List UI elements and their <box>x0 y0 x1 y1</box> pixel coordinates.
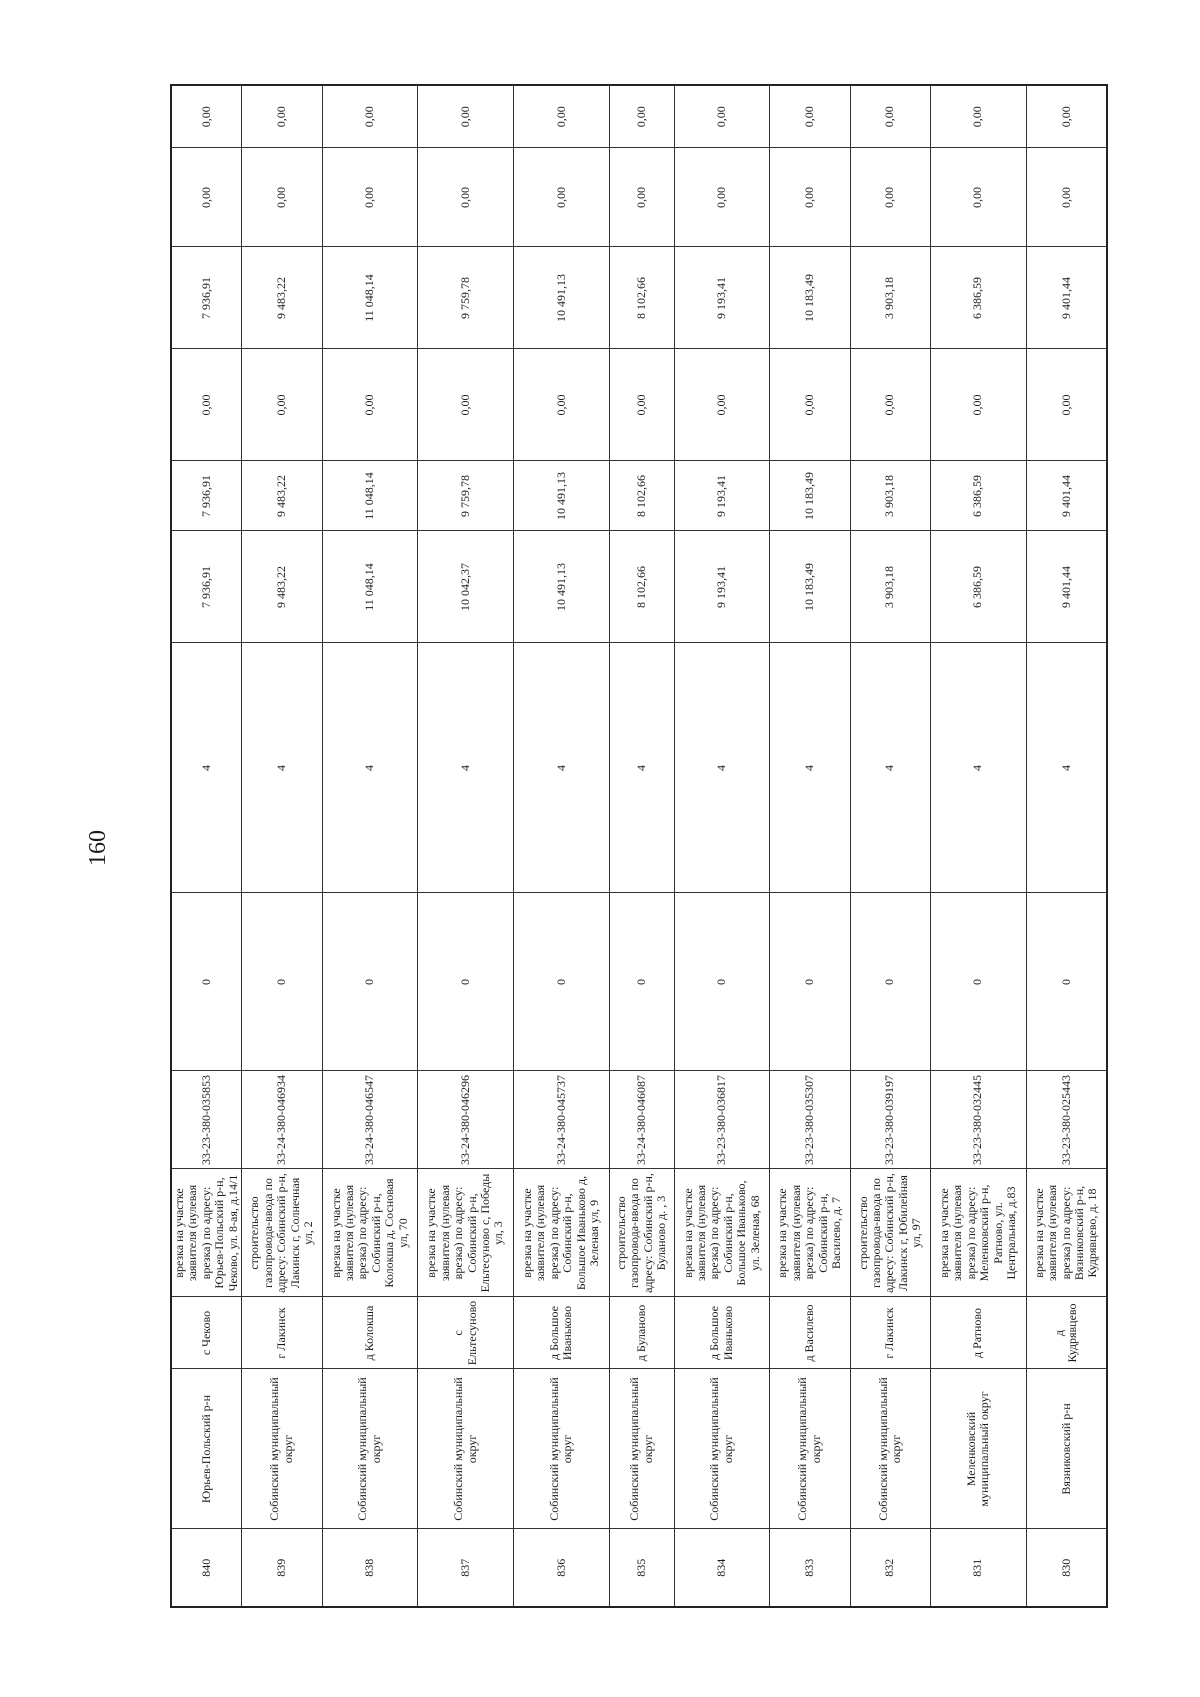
amount-cell-3: 0,00 <box>674 349 770 461</box>
amount-cell-5: 0,00 <box>171 148 242 247</box>
amount-cell-3: 0,00 <box>850 349 930 461</box>
district-cell: Собинский муниципальный округ <box>674 1369 770 1529</box>
amount-cell-4: 10 491,13 <box>513 247 609 349</box>
value-cell-c5: 0 <box>850 893 930 1071</box>
amount-cell-1: 10 042,37 <box>418 531 514 643</box>
row-number-cell: 835 <box>609 1529 674 1607</box>
application-number-cell: 33-23-380-025443 <box>1026 1071 1107 1169</box>
table-row <box>674 85 770 1607</box>
table-row <box>242 85 322 1607</box>
table-row <box>418 85 514 1607</box>
work-description-cell: врезка на участке заявителя (нулевая врезка) по адресу: Вязниковский р-н, Кудрявцево, д. 18 <box>1026 1169 1107 1297</box>
amount-cell-4: 10 183,49 <box>770 247 850 349</box>
amount-cell-4: 9 193,41 <box>674 247 770 349</box>
amount-cell-3: 0,00 <box>513 349 609 461</box>
amount-cell-5: 0,00 <box>1026 148 1107 247</box>
table-row <box>850 85 930 1607</box>
locality-cell: д Большое Иваньково <box>513 1297 609 1369</box>
amount-cell-3: 0,00 <box>1026 349 1107 461</box>
value-cell-c6: 4 <box>770 643 850 893</box>
amount-cell-4: 11 048,14 <box>322 247 418 349</box>
amount-cell-6: 0,00 <box>770 85 850 148</box>
value-cell-c6: 4 <box>171 643 242 893</box>
work-description-cell: врезка на участке заявителя (нулевая врезка) по адресу: Собинский р-н, Большое Иваньково, ул. Зеленая, 68 <box>674 1169 770 1297</box>
value-cell-c6: 4 <box>609 643 674 893</box>
amount-cell-4: 8 102,66 <box>609 247 674 349</box>
row-number-cell: 830 <box>1026 1529 1107 1607</box>
work-description-cell: врезка на участке заявителя (нулевая врезка) по адресу: Собинский р-н, Василево, д. 7 <box>770 1169 850 1297</box>
locality-cell: д Кудрявцево <box>1026 1297 1107 1369</box>
application-number-cell: 33-24-380-046547 <box>322 1071 418 1169</box>
amount-cell-2: 11 048,14 <box>322 461 418 531</box>
row-number-cell: 837 <box>418 1529 514 1607</box>
district-cell: Собинский муниципальный округ <box>609 1369 674 1529</box>
amount-cell-1: 9 483,22 <box>242 531 322 643</box>
work-description-cell: врезка на участке заявителя (нулевая врезка) по адресу: Меленковский р-н, Ратново, ул. Центральная, д.83 <box>930 1169 1026 1297</box>
application-number-cell: 33-23-380-035307 <box>770 1071 850 1169</box>
amount-cell-6: 0,00 <box>171 85 242 148</box>
amount-cell-4: 3 903,18 <box>850 247 930 349</box>
value-cell-c6: 4 <box>322 643 418 893</box>
amount-cell-2: 9 759,78 <box>418 461 514 531</box>
amount-cell-5: 0,00 <box>770 148 850 247</box>
value-cell-c6: 4 <box>930 643 1026 893</box>
amount-cell-5: 0,00 <box>930 148 1026 247</box>
district-cell: Собинский муниципальный округ <box>322 1369 418 1529</box>
value-cell-c6: 4 <box>418 643 514 893</box>
locality-cell: с Чеково <box>171 1297 242 1369</box>
work-description-cell: строительство газопровода-ввода по адресу: Собинский р-н, Буланово д. , 3 <box>609 1169 674 1297</box>
amount-cell-3: 0,00 <box>770 349 850 461</box>
row-number-cell: 832 <box>850 1529 930 1607</box>
amount-cell-6: 0,00 <box>1026 85 1107 148</box>
amount-cell-1: 6 386,59 <box>930 531 1026 643</box>
work-description-cell: врезка на участке заявителя (нулевая врезка) по адресу: Собинский р-н, Колокша д, Сосновая ул, 70 <box>322 1169 418 1297</box>
application-number-cell: 33-23-380-039197 <box>850 1071 930 1169</box>
table-row <box>513 85 609 1607</box>
table-row <box>322 85 418 1607</box>
value-cell-c6: 4 <box>513 643 609 893</box>
value-cell-c5: 0 <box>674 893 770 1071</box>
row-number-cell: 831 <box>930 1529 1026 1607</box>
district-cell: Собинский муниципальный округ <box>770 1369 850 1529</box>
amount-cell-1: 11 048,14 <box>322 531 418 643</box>
amount-cell-1: 8 102,66 <box>609 531 674 643</box>
amount-cell-6: 0,00 <box>609 85 674 148</box>
amount-cell-4: 9 483,22 <box>242 247 322 349</box>
amount-cell-6: 0,00 <box>850 85 930 148</box>
locality-cell: д Ратново <box>930 1297 1026 1369</box>
amount-cell-3: 0,00 <box>930 349 1026 461</box>
amount-cell-3: 0,00 <box>609 349 674 461</box>
application-number-cell: 33-23-380-032445 <box>930 1071 1026 1169</box>
amount-cell-2: 6 386,59 <box>930 461 1026 531</box>
amount-cell-5: 0,00 <box>674 148 770 247</box>
locality-cell: д Василево <box>770 1297 850 1369</box>
amount-cell-2: 10 183,49 <box>770 461 850 531</box>
amount-cell-2: 9 401,44 <box>1026 461 1107 531</box>
locality-cell: с Ельтесуново <box>418 1297 514 1369</box>
row-number-cell: 838 <box>322 1529 418 1607</box>
amount-cell-5: 0,00 <box>513 148 609 247</box>
district-cell: Собинский муниципальный округ <box>418 1369 514 1529</box>
register-table <box>170 84 1108 1608</box>
table-row <box>930 85 1026 1607</box>
amount-cell-2: 8 102,66 <box>609 461 674 531</box>
amount-cell-1: 9 193,41 <box>674 531 770 643</box>
work-description-cell: врезка на участке заявителя (нулевая врезка) по адресу: Юрьев-Польский р-н, Чеково, ул. 8-ая, д.14/1 <box>171 1169 242 1297</box>
value-cell-c5: 0 <box>513 893 609 1071</box>
locality-cell: д Большое Иваньково <box>674 1297 770 1369</box>
amount-cell-5: 0,00 <box>850 148 930 247</box>
application-number-cell: 33-24-380-046296 <box>418 1071 514 1169</box>
amount-cell-1: 10 183,49 <box>770 531 850 643</box>
amount-cell-6: 0,00 <box>242 85 322 148</box>
value-cell-c6: 4 <box>674 643 770 893</box>
amount-cell-2: 3 903,18 <box>850 461 930 531</box>
application-number-cell: 33-24-380-045737 <box>513 1071 609 1169</box>
value-cell-c5: 0 <box>770 893 850 1071</box>
amount-cell-3: 0,00 <box>322 349 418 461</box>
value-cell-c6: 4 <box>850 643 930 893</box>
work-description-cell: врезка на участке заявителя (нулевая врезка) по адресу: Собинский р-н, Большое Иваньково д, Зеленая ул, 9 <box>513 1169 609 1297</box>
application-number-cell: 33-23-380-035853 <box>171 1071 242 1169</box>
district-cell: Собинский муниципальный округ <box>242 1369 322 1529</box>
amount-cell-4: 7 936,91 <box>171 247 242 349</box>
district-cell: Юрьев-Польский р-н <box>171 1369 242 1529</box>
value-cell-c6: 4 <box>1026 643 1107 893</box>
locality-cell: д Буланово <box>609 1297 674 1369</box>
table-row <box>770 85 850 1607</box>
amount-cell-6: 0,00 <box>418 85 514 148</box>
locality-cell: д Колокша <box>322 1297 418 1369</box>
amount-cell-6: 0,00 <box>674 85 770 148</box>
application-number-cell: 33-24-380-046934 <box>242 1071 322 1169</box>
row-number-cell: 840 <box>171 1529 242 1607</box>
amount-cell-2: 10 491,13 <box>513 461 609 531</box>
row-number-cell: 836 <box>513 1529 609 1607</box>
value-cell-c5: 0 <box>609 893 674 1071</box>
page-number: 160 <box>85 830 111 866</box>
table-rotator <box>170 86 1108 1608</box>
district-cell: Меленковский муниципальный округ <box>930 1369 1026 1529</box>
amount-cell-5: 0,00 <box>242 148 322 247</box>
amount-cell-5: 0,00 <box>609 148 674 247</box>
value-cell-c5: 0 <box>1026 893 1107 1071</box>
amount-cell-3: 0,00 <box>242 349 322 461</box>
row-number-cell: 834 <box>674 1529 770 1607</box>
value-cell-c5: 0 <box>322 893 418 1071</box>
amount-cell-1: 9 401,44 <box>1026 531 1107 643</box>
locality-cell: г Лакинск <box>242 1297 322 1369</box>
value-cell-c5: 0 <box>930 893 1026 1071</box>
amount-cell-1: 3 903,18 <box>850 531 930 643</box>
amount-cell-2: 7 936,91 <box>171 461 242 531</box>
work-description-cell: строительство газопровода-ввода по адресу: Собинский р-н, Лакинск г, Солнечная ул, 2 <box>242 1169 322 1297</box>
amount-cell-5: 0,00 <box>322 148 418 247</box>
amount-cell-6: 0,00 <box>513 85 609 148</box>
value-cell-c5: 0 <box>418 893 514 1071</box>
value-cell-c5: 0 <box>171 893 242 1071</box>
amount-cell-6: 0,00 <box>930 85 1026 148</box>
amount-cell-3: 0,00 <box>418 349 514 461</box>
district-cell: Собинский муниципальный округ <box>850 1369 930 1529</box>
amount-cell-4: 6 386,59 <box>930 247 1026 349</box>
amount-cell-1: 7 936,91 <box>171 531 242 643</box>
district-cell: Собинский муниципальный округ <box>513 1369 609 1529</box>
table-row <box>609 85 674 1607</box>
application-number-cell: 33-23-380-036817 <box>674 1071 770 1169</box>
row-number-cell: 833 <box>770 1529 850 1607</box>
amount-cell-5: 0,00 <box>418 148 514 247</box>
row-number-cell: 839 <box>242 1529 322 1607</box>
amount-cell-2: 9 193,41 <box>674 461 770 531</box>
district-cell: Вязниковский р-н <box>1026 1369 1107 1529</box>
value-cell-c5: 0 <box>242 893 322 1071</box>
work-description-cell: врезка на участке заявителя (нулевая врезка) по адресу: Собинский р-н, Ельтесуново с, Победы ул, 3 <box>418 1169 514 1297</box>
amount-cell-3: 0,00 <box>171 349 242 461</box>
application-number-cell: 33-24-380-046087 <box>609 1071 674 1169</box>
amount-cell-4: 9 759,78 <box>418 247 514 349</box>
value-cell-c6: 4 <box>242 643 322 893</box>
table-row <box>1026 85 1107 1607</box>
amount-cell-4: 9 401,44 <box>1026 247 1107 349</box>
amount-cell-1: 10 491,13 <box>513 531 609 643</box>
amount-cell-2: 9 483,22 <box>242 461 322 531</box>
amount-cell-6: 0,00 <box>322 85 418 148</box>
work-description-cell: строительство газопровода-ввода по адресу: Собинский р-н, Лакинск г, Юбилейная ул, 97 <box>850 1169 930 1297</box>
locality-cell: г Лакинск <box>850 1297 930 1369</box>
